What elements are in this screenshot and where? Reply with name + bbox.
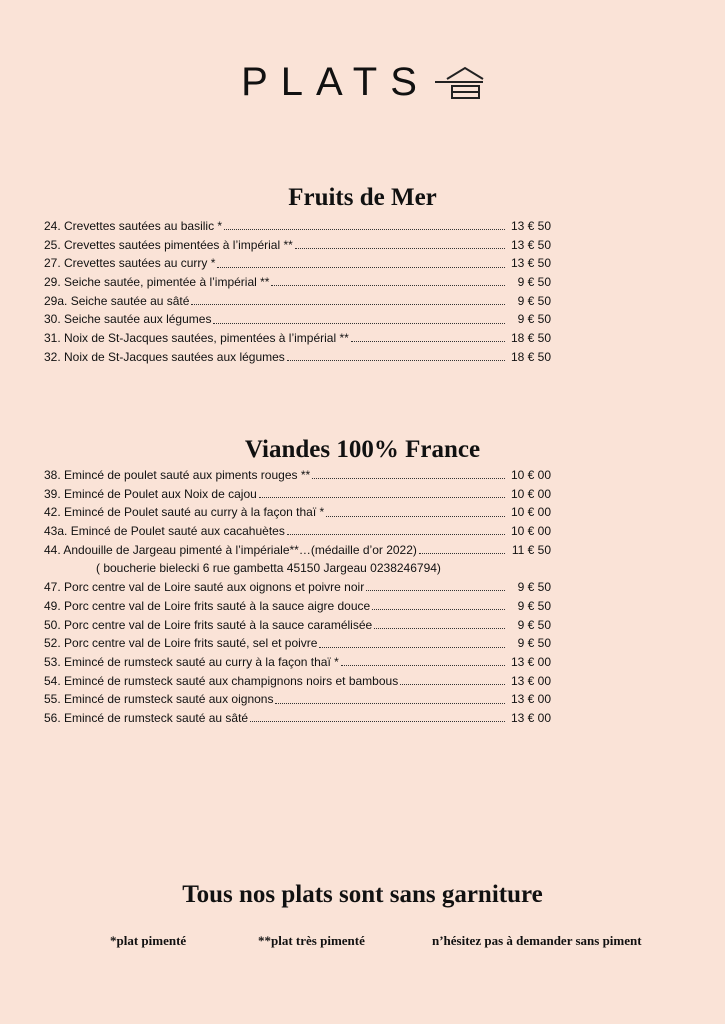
dot-leader — [250, 712, 505, 722]
dish-price: 9 € 50 — [517, 598, 551, 613]
dish-price: 9 € 50 — [517, 293, 551, 308]
dish-price: 9 € 50 — [517, 312, 551, 327]
menu-item — [44, 254, 554, 273]
menu-item — [44, 653, 554, 672]
menu-list-fruits-de-mer — [44, 217, 554, 367]
footer-title: Tous nos plats sont sans garniture — [182, 881, 543, 908]
dish-name: 29. Seiche sautée, pimentée à l’impérial ** — [44, 275, 270, 290]
menu-item — [44, 217, 554, 236]
menu-item — [44, 292, 554, 311]
dish-price: 10 € 00 — [510, 468, 551, 482]
dish-name: 32. Noix de St-Jacques sautées aux légumes — [44, 349, 285, 364]
dish-price: 10 € 00 — [510, 524, 551, 539]
page-header — [0, 60, 725, 104]
dish-name: 29a. Seiche sautée au sâté — [44, 293, 190, 308]
dish-price: 13 € 50 — [510, 237, 551, 252]
dish-name: 50. Porc centre val de Loire frits sauté à la sauce caramélisée — [44, 617, 373, 632]
section-title-viandes: Viandes 100% France — [244, 436, 481, 463]
supplier-note: ( boucherie bielecki 6 rue gambetta 45150 Jargeau 0238246794) — [96, 561, 441, 576]
dish-name: 42. Emincé de Poulet sauté au curry à la façon thaï * — [44, 505, 325, 520]
dish-name: 39. Emincé de Poulet aux Noix de cajou — [44, 486, 257, 501]
dot-leader — [351, 332, 505, 342]
dot-leader — [341, 656, 505, 666]
menu-item — [44, 310, 554, 329]
menu-item — [44, 690, 554, 709]
menu-item — [44, 503, 554, 522]
dish-name: 54. Emincé de rumsteck sauté aux champignons noirs et bambous — [44, 673, 399, 688]
legend-spicy: *plat pimenté — [110, 933, 187, 948]
dish-name: 31. Noix de St-Jacques sautées, pimentées à l’impérial ** — [44, 331, 349, 346]
legend-very-spicy: **plat très pimenté — [258, 933, 365, 948]
dot-leader — [287, 351, 505, 361]
dot-leader — [400, 675, 505, 685]
dish-name: 44. Andouille de Jargeau pimenté à l’impériale**…(médaille d’or 2022) — [44, 542, 417, 557]
dish-name: 24. Crevettes sautées au basilic * — [44, 219, 223, 233]
dot-leader — [295, 239, 505, 249]
dot-leader — [372, 600, 505, 610]
menu-item — [44, 709, 554, 728]
dot-leader — [312, 469, 505, 479]
dish-price: 10 € 00 — [510, 486, 551, 501]
menu-item — [44, 634, 554, 653]
dot-leader — [319, 638, 505, 648]
dot-leader — [224, 220, 505, 230]
dish-name: 38. Emincé de poulet sauté aux piments rouges ** — [44, 468, 311, 482]
menu-item — [44, 236, 554, 255]
dish-name: 43a. Emincé de Poulet sauté aux cacahuètes — [44, 524, 285, 539]
menu-item — [44, 466, 554, 485]
dish-name: 27. Crevettes sautées au curry * — [44, 256, 216, 271]
menu-item — [44, 597, 554, 616]
dish-name: 47. Porc centre val de Loire sauté aux oignons et poivre noir — [44, 580, 365, 595]
menu-item — [44, 578, 554, 597]
dish-name: 53. Emincé de rumsteck sauté au curry à la façon thaï * — [44, 654, 339, 669]
dish-price: 9 € 50 — [517, 636, 551, 651]
menu-item — [44, 672, 554, 691]
section-title-fruits-de-mer: Fruits de Mer — [288, 184, 437, 211]
menu-item — [44, 273, 554, 292]
dish-price: 9 € 50 — [517, 617, 551, 632]
dish-price: 13 € 50 — [510, 219, 551, 233]
menu-item — [44, 485, 554, 504]
dish-name: 49. Porc centre val de Loire frits sauté à la sauce aigre douce — [44, 598, 371, 613]
dot-leader — [366, 581, 505, 591]
dish-name: 52. Porc centre val de Loire frits sauté, sel et poivre — [44, 636, 318, 651]
dish-name: 56. Emincé de rumsteck sauté au sâté — [44, 710, 249, 725]
menu-item — [44, 522, 554, 541]
dish-price: 13 € 00 — [510, 710, 551, 725]
dish-price: 13 € 00 — [510, 673, 551, 688]
dish-name: 55. Emincé de rumsteck sauté aux oignons — [44, 692, 274, 707]
dot-leader — [275, 694, 505, 704]
dot-leader — [374, 619, 505, 629]
page-title: PLATS — [241, 60, 430, 104]
dish-price: 18 € 50 — [510, 349, 551, 364]
menu-item — [44, 329, 554, 348]
dot-leader — [287, 525, 505, 535]
dish-name: 30. Seiche sautée aux légumes — [44, 312, 212, 327]
dot-leader — [326, 507, 505, 517]
legend-ask-no-chili: n’hésitez pas à demander sans piment — [432, 933, 642, 948]
menu-list-viandes — [44, 466, 554, 728]
dish-price: 9 € 50 — [517, 580, 551, 595]
dot-leader — [419, 544, 505, 554]
dish-price: 13 € 00 — [510, 654, 551, 669]
dish-price: 18 € 50 — [510, 331, 551, 346]
dish-price: 11 € 50 — [511, 542, 551, 557]
home-icon[interactable] — [434, 65, 484, 104]
dish-price: 9 € 50 — [517, 275, 551, 290]
header-row — [241, 60, 484, 104]
dish-price: 10 € 00 — [510, 505, 551, 520]
dot-leader — [191, 295, 505, 305]
menu-item — [44, 541, 554, 560]
dish-name: 25. Crevettes sautées pimentées à l’impérial ** — [44, 237, 293, 252]
dish-price: 13 € 50 — [510, 256, 551, 271]
dish-price: 13 € 00 — [510, 692, 551, 707]
dot-leader — [259, 488, 505, 498]
dot-leader — [271, 276, 505, 286]
dot-leader — [213, 314, 505, 324]
dot-leader — [217, 258, 505, 268]
menu-item — [44, 348, 554, 367]
menu-item — [44, 616, 554, 635]
